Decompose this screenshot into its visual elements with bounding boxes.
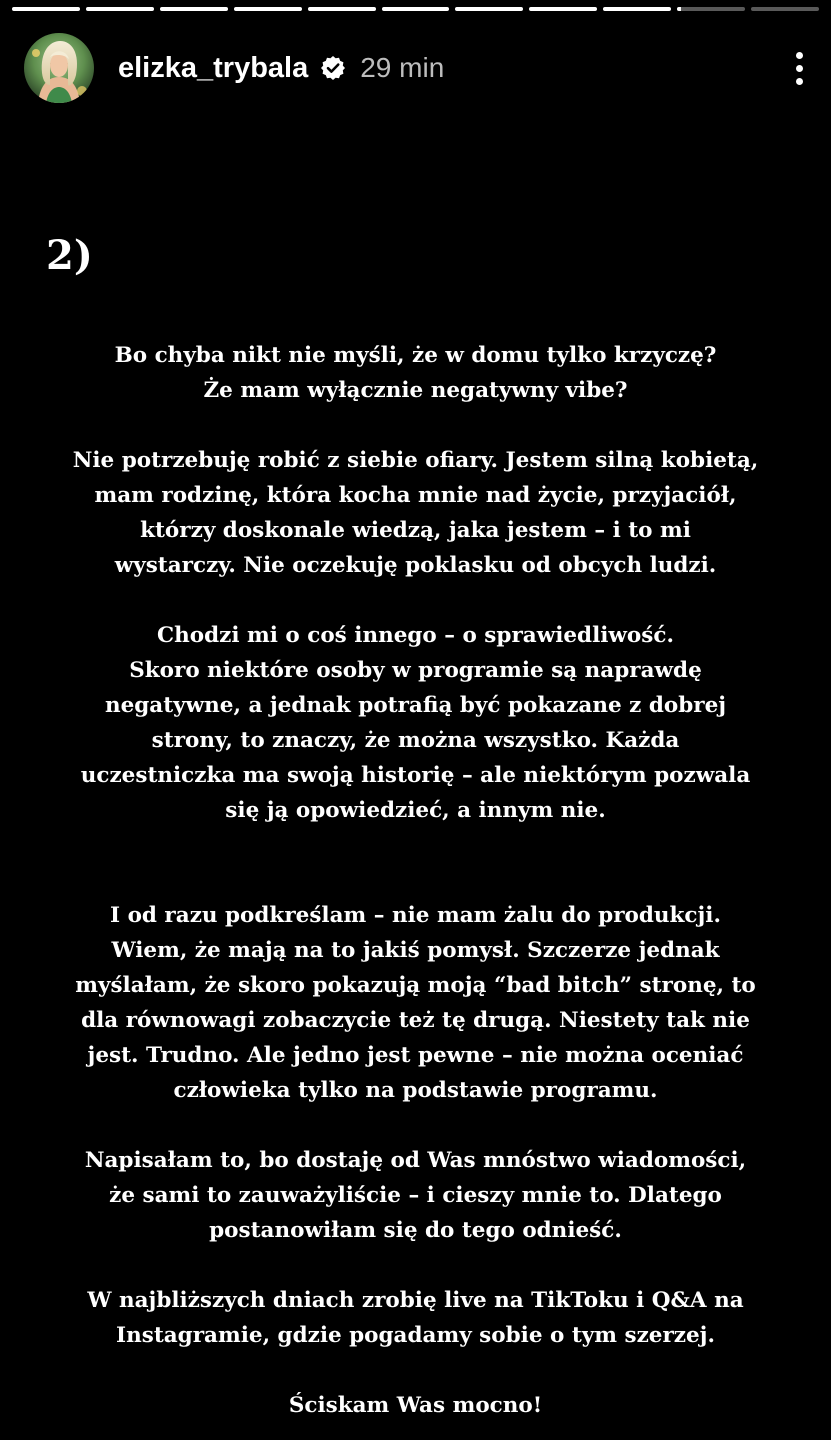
progress-segment: [455, 7, 523, 11]
progress-segment: [382, 7, 450, 11]
progress-segment: [160, 7, 228, 11]
progress-segment-active: [677, 7, 745, 11]
progress-segment: [529, 7, 597, 11]
avatar[interactable]: [24, 33, 94, 103]
story-paragraph: Ściskam Was mocno!: [288, 1393, 543, 1418]
story-paragraph: I od razu podkreślam – nie mam żalu do produkcji. Wiem, że mają na to jakiś pomysł. Szczerze jednak myślałam, że skoro pokazują moją “bad bitch” stronę, to dla równowagi zobaczycie też tę drugą. Niestety tak nie jest. Trudno. Ale jedno jest pewne – nie można oceniać człowieka tylko na podstawie programu.: [75, 903, 756, 1103]
story-text: [20, 338, 811, 1423]
verified-badge-icon: [320, 55, 346, 81]
story-paragraph: W najbliższych dniach zrobię live na TikToku i Q&A na Instagramie, gdzie pogadamy sobie o tym szerzej.: [87, 1288, 744, 1348]
story-paragraph: Chodzi mi o coś innego – o sprawiedliwość. Skoro niektóre osoby w programie są naprawdę negatywne, a jednak potrafią być pokazane z dobrej strony, to znaczy, że można wszystko. Każda uczestniczka ma swoją historię – ale niektórym pozwala się ją opowiedzieć, a innym nie.: [80, 623, 751, 823]
progress-segment: [603, 7, 671, 11]
story-paragraph: Napisałam to, bo dostaję od Was mnóstwo wiadomości, że sami to zauważyliście – i cieszy mnie to. Dlatego postanowiłam się do tego odnieść.: [84, 1148, 747, 1243]
progress-segment: [12, 7, 80, 11]
username[interactable]: elizka_trybala: [118, 51, 309, 84]
progress-segment: [308, 7, 376, 11]
progress-segment: [751, 7, 819, 11]
story-paragraph: Nie potrzebuję robić z siebie ofiary. Jestem silną kobietą, mam rodzinę, która kocha mnie nad życie, przyjaciół, którzy doskonale wiedzą, jaka jestem – i to mi wystarczy. Nie oczekuję poklasku od obcych ludzi.: [72, 448, 759, 578]
post-time: 29 min: [360, 52, 445, 83]
more-vertical-icon[interactable]: [789, 48, 809, 88]
slide-number: 2): [46, 232, 93, 279]
story-progress-bar: [12, 7, 819, 12]
progress-segment: [234, 7, 302, 11]
story-paragraph: Bo chyba nikt nie myśli, że w domu tylko krzyczę? Że mam wyłącznie negatywny vibe?: [114, 343, 717, 403]
progress-segment: [86, 7, 154, 11]
story-header: [24, 30, 807, 106]
